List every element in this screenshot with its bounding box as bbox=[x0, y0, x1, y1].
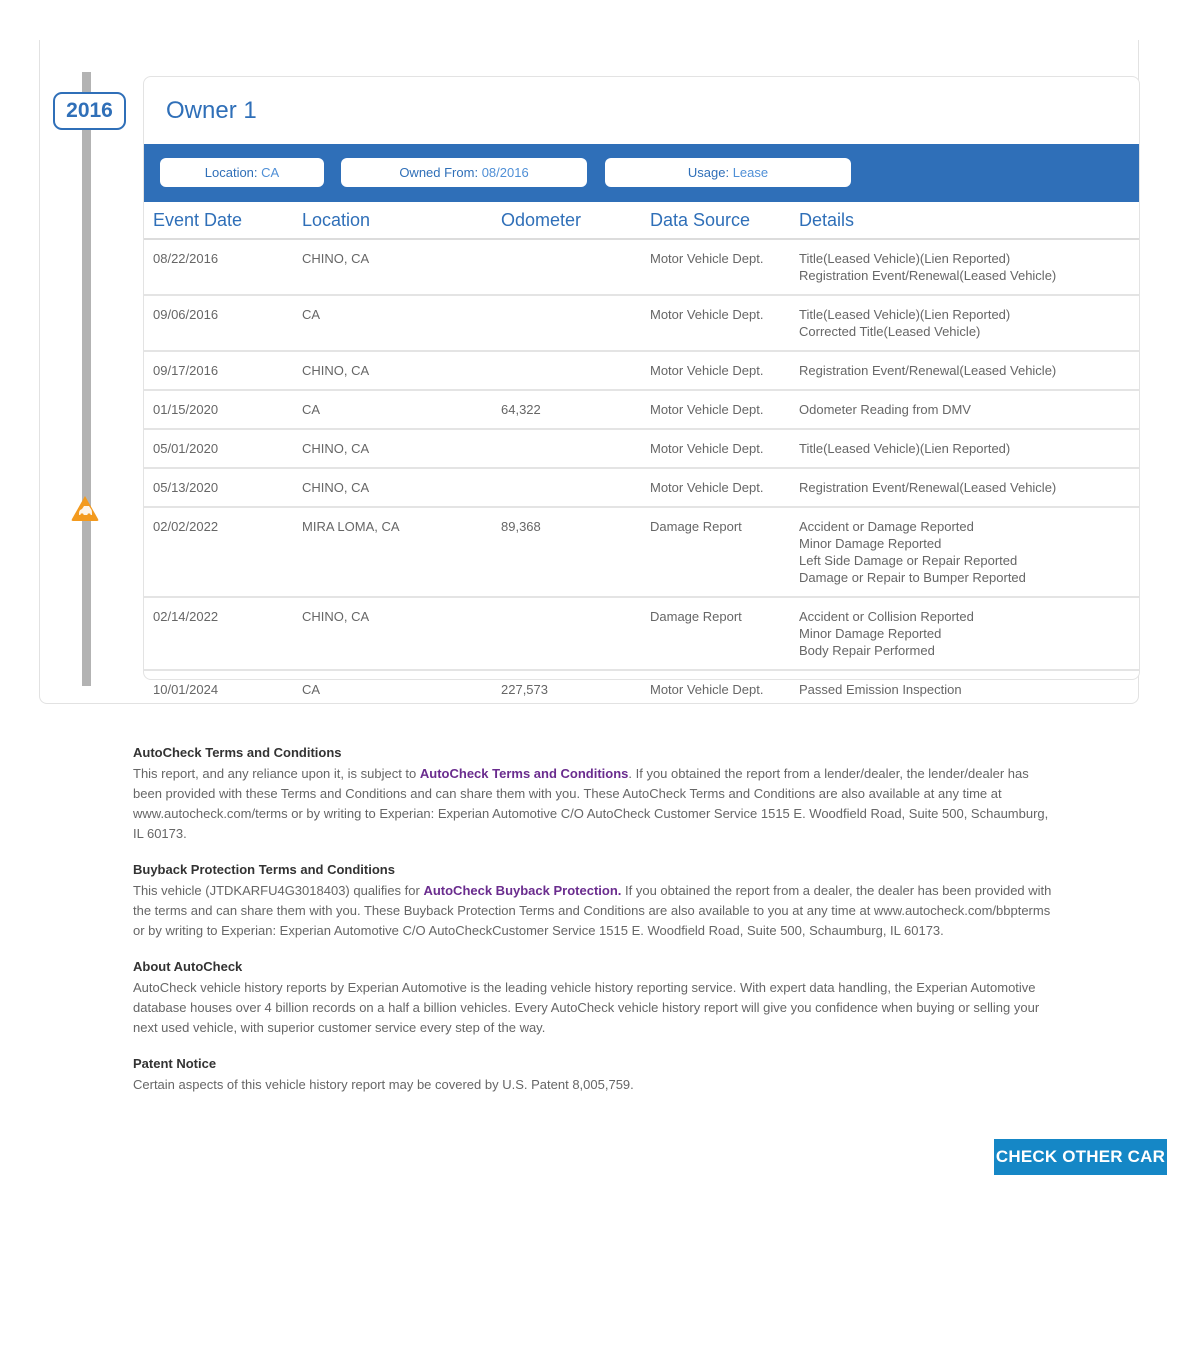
detail-line: Passed Emission Inspection bbox=[799, 682, 962, 697]
event-date: 05/13/2020 bbox=[144, 468, 293, 507]
detail-line: Minor Damage Reported bbox=[799, 626, 942, 641]
about-autocheck bbox=[133, 959, 1053, 1038]
year-badge: 2016 bbox=[53, 92, 126, 130]
detail-line: Registration Event/Renewal(Leased Vehicle) bbox=[799, 363, 1057, 378]
patent-notice-text: Certain aspects of this vehicle history report may be covered by U.S. Patent 8,005,759. bbox=[133, 1077, 634, 1092]
owner-title: Owner 1 bbox=[166, 97, 257, 124]
event-odometer: 64,322 bbox=[492, 390, 641, 429]
detail-line: Accident or Damage Reported bbox=[799, 519, 974, 534]
event-details bbox=[790, 468, 1139, 507]
table-row bbox=[144, 429, 1139, 468]
table-row bbox=[144, 390, 1139, 429]
event-source: Damage Report bbox=[641, 507, 790, 597]
terms-section bbox=[133, 745, 1053, 1113]
event-date: 05/01/2020 bbox=[144, 429, 293, 468]
owned-from-pill bbox=[341, 158, 587, 187]
detail-line: Registration Event/Renewal(Leased Vehicle) bbox=[799, 480, 1057, 495]
buyback-terms bbox=[133, 862, 1053, 941]
event-date: 10/01/2024 bbox=[153, 682, 219, 697]
event-details bbox=[790, 429, 1139, 468]
event-details bbox=[790, 597, 1139, 670]
detail-line: Accident or Collision Reported bbox=[799, 609, 974, 624]
header-odometer: Odometer bbox=[492, 202, 641, 239]
event-odometer bbox=[492, 239, 641, 295]
patent-notice bbox=[133, 1056, 1053, 1095]
event-location: CHINO, CA bbox=[293, 597, 492, 670]
detail-line: Body Repair Performed bbox=[799, 643, 935, 658]
detail-line: Odometer Reading from DMV bbox=[799, 402, 971, 417]
owner-summary-band bbox=[144, 144, 1139, 202]
event-odometer: 227,573 bbox=[501, 682, 548, 697]
table-row bbox=[144, 239, 1139, 295]
event-odometer bbox=[492, 597, 641, 670]
damage-warning-icon[interactable] bbox=[70, 494, 100, 522]
detail-line: Title(Leased Vehicle)(Lien Reported) bbox=[799, 251, 1011, 266]
buyback-terms-text bbox=[133, 881, 1053, 941]
event-source: Damage Report bbox=[641, 597, 790, 670]
event-location: MIRA LOMA, CA bbox=[293, 507, 492, 597]
table-row bbox=[144, 597, 1139, 670]
usage-value: Lease bbox=[732, 165, 769, 180]
about-autocheck-heading: About AutoCheck bbox=[133, 959, 243, 974]
event-date: 09/17/2016 bbox=[144, 351, 293, 390]
event-source: Motor Vehicle Dept. bbox=[641, 351, 790, 390]
header-details: Details bbox=[790, 202, 1139, 239]
event-date: 09/06/2016 bbox=[144, 295, 293, 351]
header-data-source: Data Source bbox=[641, 202, 790, 239]
event-source: Motor Vehicle Dept. bbox=[641, 468, 790, 507]
detail-line: Corrected Title(Leased Vehicle) bbox=[799, 324, 981, 339]
event-location: CA bbox=[293, 390, 492, 429]
check-other-car-button[interactable]: CHECK OTHER CAR bbox=[994, 1139, 1167, 1175]
detail-line: Title(Leased Vehicle)(Lien Reported) bbox=[799, 441, 1011, 456]
detail-line: Damage or Repair to Bumper Reported bbox=[799, 570, 1026, 585]
autocheck-terms-heading: AutoCheck Terms and Conditions bbox=[133, 745, 342, 760]
event-date: 02/14/2022 bbox=[144, 597, 293, 670]
event-details bbox=[790, 295, 1139, 351]
usage-pill bbox=[605, 158, 851, 187]
usage-label: Usage: bbox=[687, 165, 730, 180]
event-odometer bbox=[492, 429, 641, 468]
event-odometer bbox=[492, 295, 641, 351]
events-table bbox=[144, 202, 1139, 708]
event-details bbox=[790, 390, 1139, 429]
event-location: CA bbox=[293, 295, 492, 351]
header-event-date: Event Date bbox=[144, 202, 293, 239]
owner-card bbox=[143, 76, 1140, 697]
event-details bbox=[790, 670, 1139, 708]
event-odometer bbox=[492, 468, 641, 507]
location-value: CA bbox=[261, 165, 280, 180]
event-location: CHINO, CA bbox=[293, 429, 492, 468]
event-date: 02/02/2022 bbox=[144, 507, 293, 597]
autocheck-terms-text-before: This report, and any reliance upon it, is subject to bbox=[133, 766, 420, 781]
buyback-terms-text-after: If you obtained the report from a dealer, the dealer has been provided with the terms and can share them with you. These Buyback Protection Terms and Conditions are also available to you at any time at www.autocheck.com/bbpterms or by writing to Experian: Experian Automotive C/O AutoCheckCustomer Service 1515 E. Woodfield Road, Suite 500, Schaumburg, IL 60173. bbox=[133, 883, 1052, 938]
event-odometer bbox=[492, 351, 641, 390]
detail-line: Registration Event/Renewal(Leased Vehicle) bbox=[799, 268, 1057, 283]
autocheck-terms bbox=[133, 745, 1053, 844]
autocheck-terms-text-after: . If you obtained the report from a lender/dealer, the lender/dealer has been provided with these Terms and Conditions and can share them with you. These AutoCheck Terms and Conditions are also available at any time at www.autocheck.com/terms or by writing to Experian: Experian Automotive C/O AutoCheck Customer Service 1515 E. Woodfield Road, Suite 500, Schaumburg, IL 60173. bbox=[133, 766, 1049, 841]
event-odometer: 89,368 bbox=[492, 507, 641, 597]
location-pill bbox=[160, 158, 324, 187]
event-location: CHINO, CA bbox=[293, 468, 492, 507]
autocheck-terms-text bbox=[133, 764, 1053, 844]
event-location: CHINO, CA bbox=[293, 351, 492, 390]
table-row bbox=[144, 351, 1139, 390]
event-date: 01/15/2020 bbox=[144, 390, 293, 429]
event-location: CA bbox=[302, 682, 321, 697]
detail-line: Left Side Damage or Repair Reported bbox=[799, 553, 1018, 568]
event-location: CHINO, CA bbox=[293, 239, 492, 295]
event-details bbox=[790, 239, 1139, 295]
event-details bbox=[790, 351, 1139, 390]
events-table-header bbox=[144, 202, 1139, 239]
buyback-terms-text-before: This vehicle (JTDKARFU4G3018403) qualifies for bbox=[133, 883, 424, 898]
event-date: 08/22/2016 bbox=[144, 239, 293, 295]
table-row bbox=[144, 295, 1139, 351]
event-source: Motor Vehicle Dept. bbox=[641, 295, 790, 351]
table-row bbox=[144, 468, 1139, 507]
detail-line: Minor Damage Reported bbox=[799, 536, 942, 551]
events-table-body bbox=[144, 239, 1139, 708]
table-row bbox=[144, 507, 1139, 597]
event-source: Motor Vehicle Dept. bbox=[641, 390, 790, 429]
buyback-terms-heading: Buyback Protection Terms and Conditions bbox=[133, 862, 395, 877]
table-row bbox=[144, 670, 1139, 708]
patent-notice-heading: Patent Notice bbox=[133, 1056, 217, 1071]
location-label: Location: bbox=[204, 165, 258, 180]
event-details bbox=[790, 507, 1139, 597]
buyback-protection-link[interactable]: AutoCheck Buyback Protection. bbox=[423, 883, 622, 898]
header-location: Location bbox=[293, 202, 492, 239]
owned-from-label: Owned From: bbox=[399, 165, 479, 180]
autocheck-terms-link[interactable]: AutoCheck Terms and Conditions bbox=[419, 766, 629, 781]
event-source: Motor Vehicle Dept. bbox=[641, 239, 790, 295]
event-source: Motor Vehicle Dept. bbox=[650, 682, 764, 697]
event-source: Motor Vehicle Dept. bbox=[641, 429, 790, 468]
detail-line: Title(Leased Vehicle)(Lien Reported) bbox=[799, 307, 1011, 322]
owned-from-value: 08/2016 bbox=[481, 165, 529, 180]
timeline-line bbox=[82, 72, 91, 686]
about-autocheck-text: AutoCheck vehicle history reports by Experian Automotive is the leading vehicle history reporting service. With expert data handling, the Experian Automotive database houses over 4 billion records on a half a billion vehicles. Every AutoCheck vehicle history report will give you confidence when buying or selling your next used vehicle, with superior customer service every step of the way. bbox=[133, 980, 1040, 1035]
